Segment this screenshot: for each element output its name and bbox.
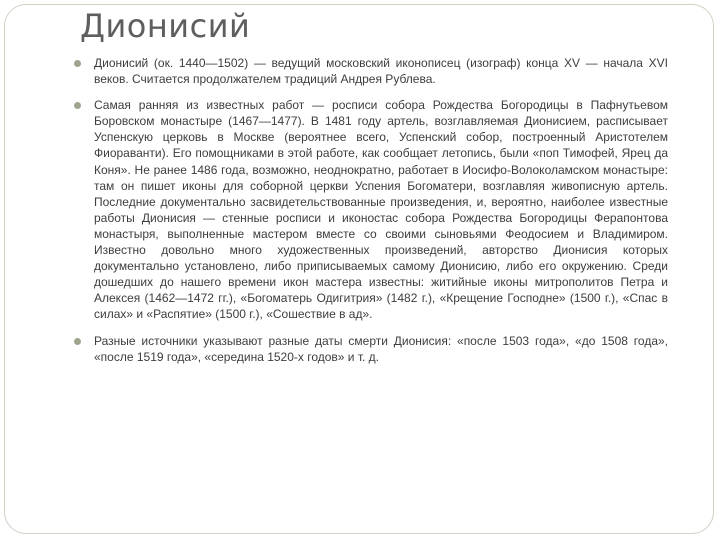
slide-title: Дионисий: [80, 7, 251, 45]
bullet-dot-icon: [74, 102, 81, 109]
bullet-item-lifespan: [78, 55, 668, 87]
bullet-text: Самая ранняя из известных работ — росписи собора Рождества Богородицы в Пафнутьевом Боровском монастыре (1467—1477). В 1481 году артель, возглавляемая Дионисием, расписывает Успенскую церковь в Москве (вероятнее всего, Успенский собор, построенный Аристотелем Фиораванти). Его помощниками в этой работе, как сообщает летопись, были «поп Тимофей, Ярец да Коня». Не ранее 1486 года, возможно, неоднократно, работает в Иосифо-Волоколамском монастыре: там он пишет иконы для соборной церкви Успения Богоматери, возглавляя живописную артель. Последние документально засвидетельствованные произведения, и, вероятно, наиболее известные работы Дионисия — стенные росписи и иконостас собора Рождества Богородицы Ферапонтова монастыря, выполненные мастером вместе со своими сыновьями Феодосием и Владимиром. Известно довольно много художественных произведений, авторство Дионисия которых документально установлено, либо приписываемых самому Дионисию, либо его окружению. Среди дошедших до нашего времени икон мастера известны: житийные иконы митрополитов Петра и Алексея (1462—1472 гг.), «Богоматерь Одигитрия» (1482 г.), «Крещение Господне» (1500 г.), «Спас в силах» и «Распятие» (1500 г.), «Сошествие в ад».: [94, 98, 668, 322]
bullet-list: [78, 55, 668, 375]
bullet-text: Разные источники указывают разные даты смерти Дионисия: «после 1503 года», «до 1508 года», «после 1519 года», «середина 1520-х годов» и т. д.: [94, 333, 668, 364]
bullet-item-death-dates: [78, 333, 668, 365]
bullet-text: Дионисий (ок. 1440—1502) — ведущий московский иконописец (изограф) конца XV — начала XVI веков. Считается продолжателем традиций Андрея Рублева.: [94, 56, 668, 87]
bullet-dot-icon: [74, 60, 81, 67]
bullet-dot-icon: [74, 338, 81, 345]
bullet-item-works: [78, 97, 668, 322]
